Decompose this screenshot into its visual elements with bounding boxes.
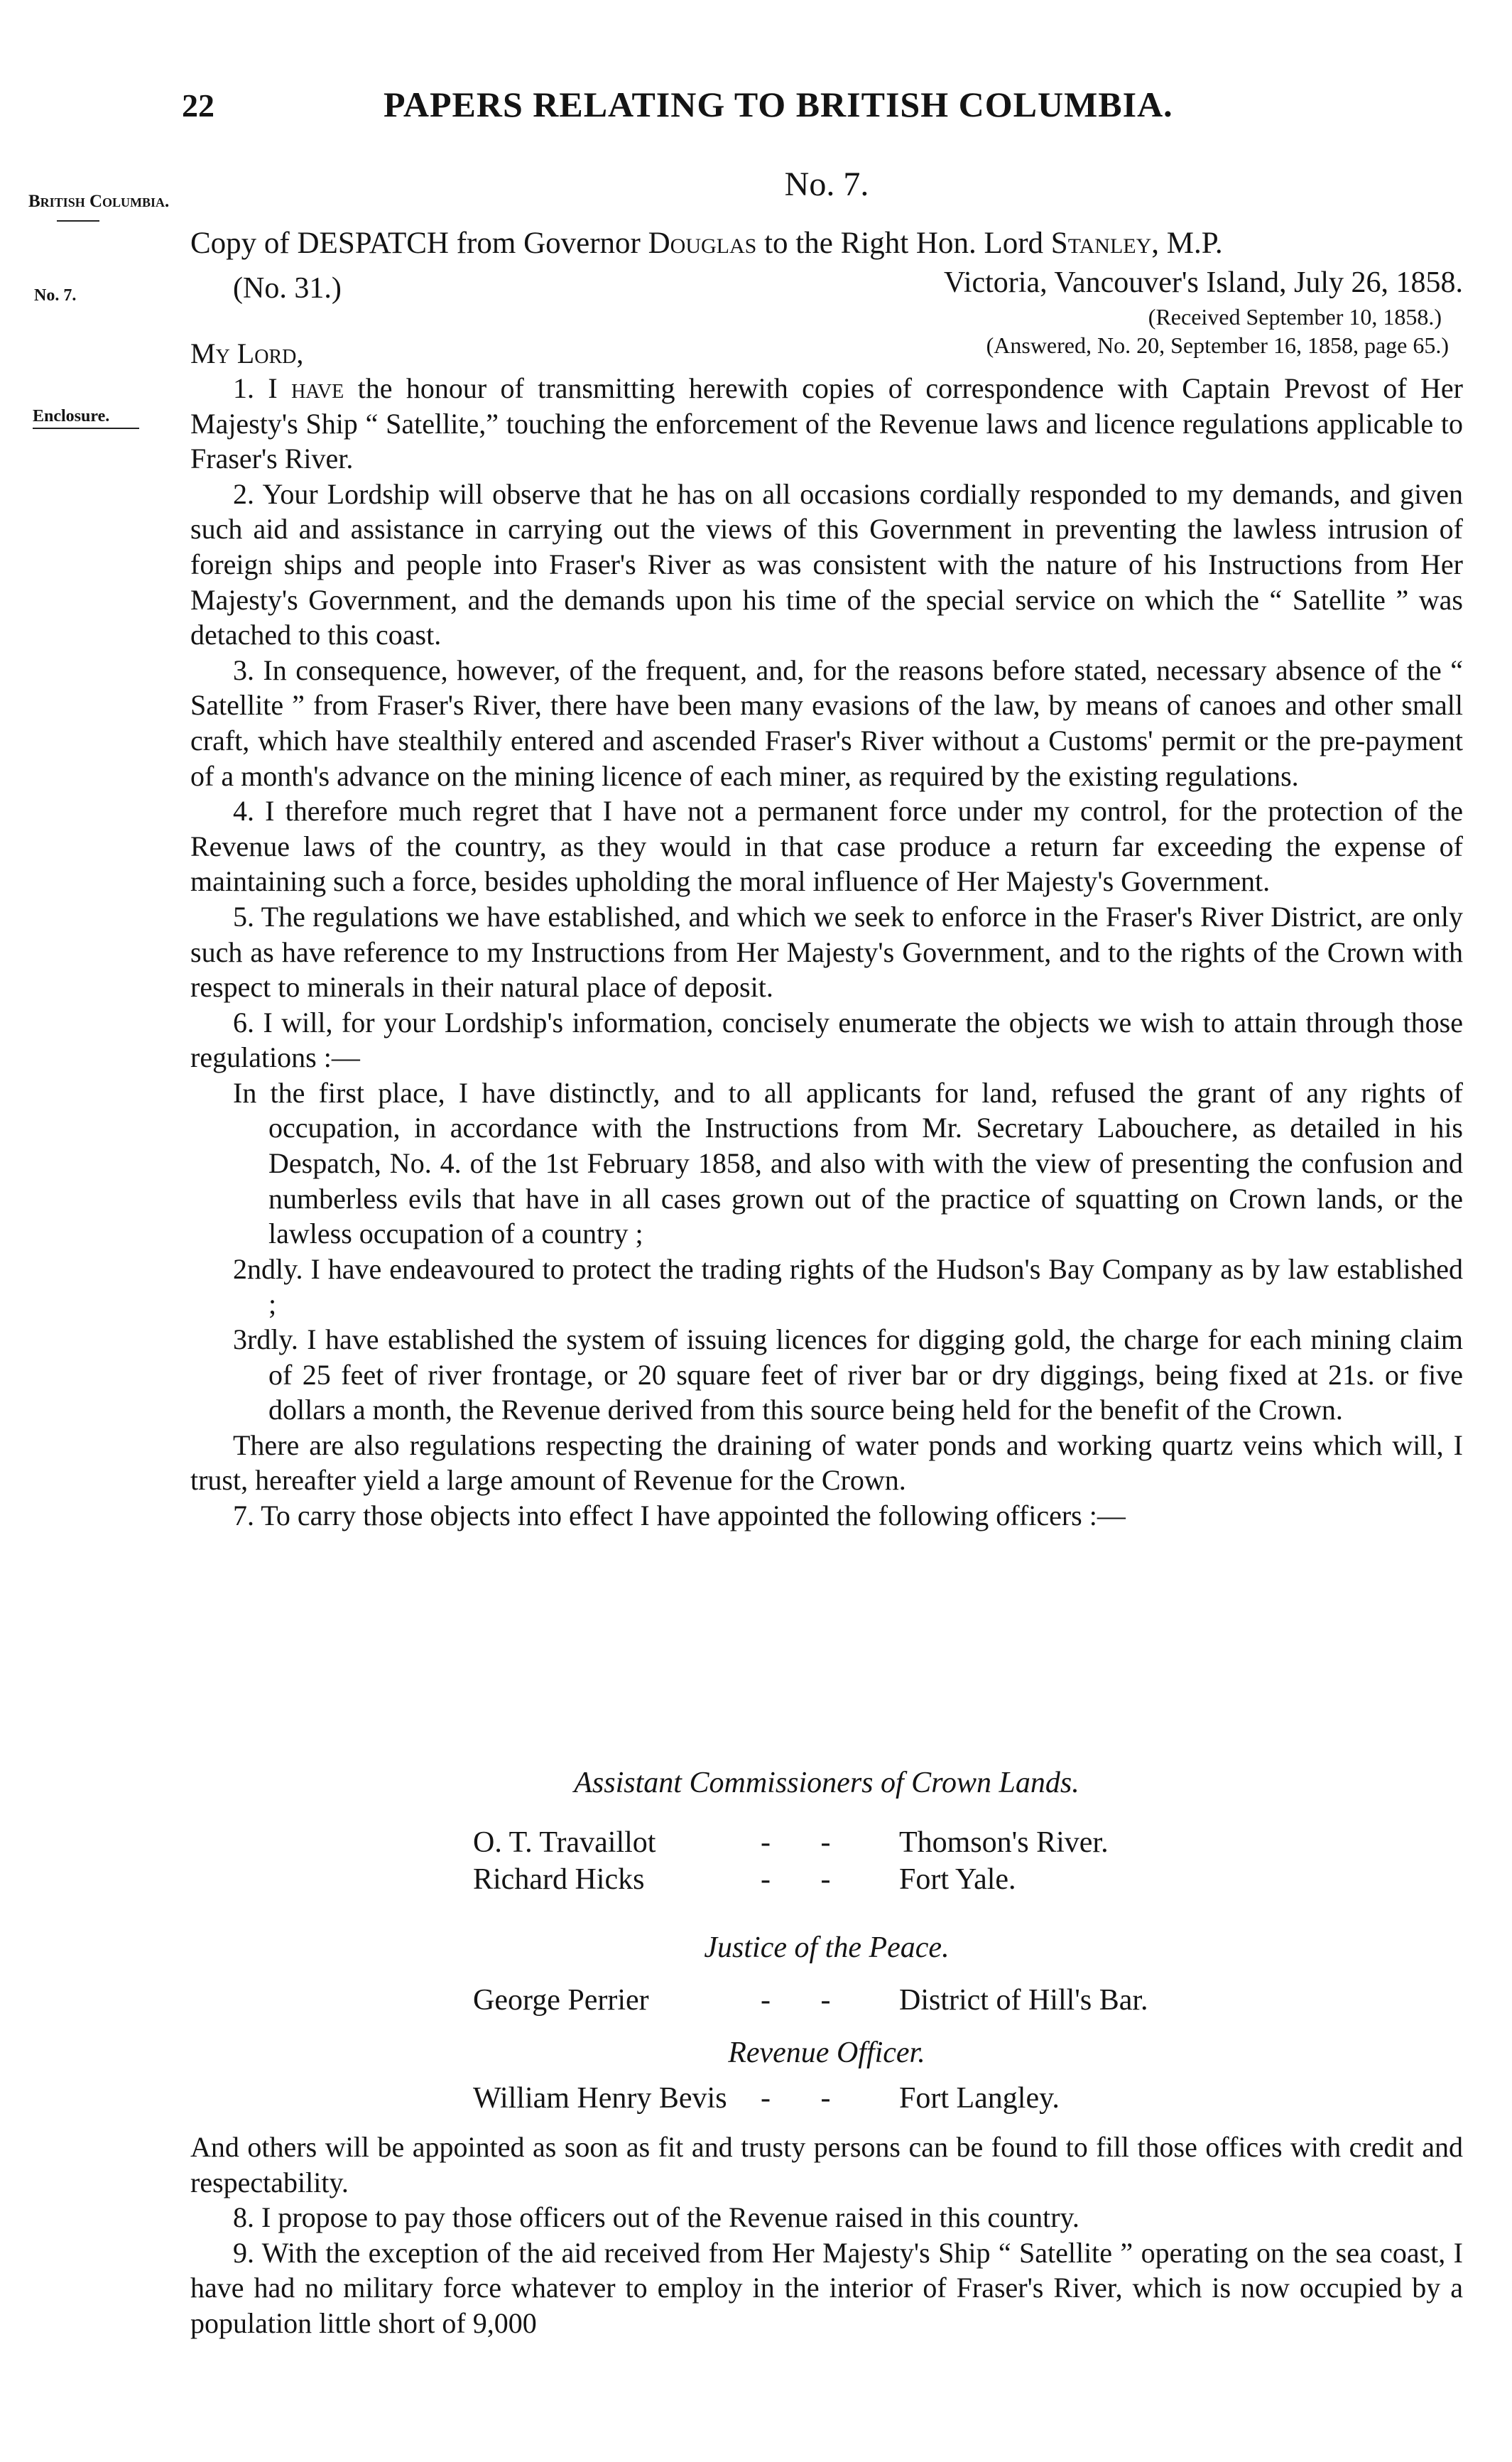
- paragraph-1: [190, 371, 1463, 477]
- paragraph-7: 7. To carry those objects into effect I have appointed the following officers :—: [233, 1500, 1126, 1531]
- title-middle: to the Right Hon. Lord: [756, 227, 1051, 260]
- heading-revenue-officer: Revenue Officer.: [728, 2037, 925, 2069]
- received-note: (Received September 10, 1858.): [1148, 304, 1442, 330]
- place-and-date: Victoria, Vancouver's Island, July 26, 1858.: [944, 266, 1463, 299]
- officer-name: Richard Hicks: [473, 1863, 645, 1896]
- document-number: No. 7.: [784, 166, 869, 203]
- officer-name: George Perrier: [473, 1984, 649, 2017]
- officer-row: [473, 1862, 1254, 1898]
- officer-dash: - -: [761, 2082, 852, 2115]
- margin-note-number: No. 7.: [34, 286, 77, 305]
- paragraph-6a: In the first place, I have distinctly, and to all applicants for land, refused the grant of any rights of occupation, in accordance with the Instructions from Mr. Secretary Labouchere, as detailed in his Despatch, No. 4. of the 1st February 1858, and also with with the view of presenting the confusion and numberless evils that have in all cases grown out of the practice of squatting on Crown lands, or the lawless occupation of a country ;: [233, 1076, 1463, 1250]
- officer-name: William Henry Bevis: [473, 2082, 727, 2115]
- paragraph-5: 5. The regulations we have established, and which we seek to enforce in the Fraser's River District, are only such as have reference to my Instructions from Her Majesty's Government, and to the rights of the Crown with respect to minerals in their natural place of deposit.: [190, 900, 1463, 1004]
- paragraph-6d: There are also regulations respecting the draining of water ponds and working quartz veins which will, I trust, hereafter yield a large amount of Revenue for the Crown.: [190, 1428, 1463, 1497]
- heading-justice-of-peace: Justice of the Peace.: [704, 1931, 950, 1964]
- paragraph-9: 9. With the exception of the aid received from Her Majesty's Ship “ Satellite ” operating on the sea coast, I have had no military force whatever to employ in the interior of Fraser's River, which is now occupied by a population little short of 9,000: [190, 2236, 1463, 2339]
- running-title: PAPERS RELATING TO BRITISH COLUMBIA.: [384, 85, 1173, 124]
- paragraph-4: 4. I therefore much regret that I have not a permanent force under my control, for the protection of the Revenue laws of the country, as they would in that case produce a return far exceeding the expense of maintaining such a force, besides upholding the moral influence of Her Majesty's Government.: [190, 795, 1463, 898]
- paragraph-2: 2. Your Lordship will observe that he has on all occasions cordially responded to my demands, and given such aid and assistance in carrying out the views of this Government in preventing the lawless intrusion of foreign ships and people into Fraser's River as was consistent with the nature of his Instructions from Her Majesty's Government, and the demands upon his time of the special service on which the “ Satellite ” was detached to this coast.: [190, 477, 1463, 651]
- title-suffix: , M.P.: [1151, 227, 1223, 260]
- document-title: [190, 226, 1463, 261]
- paragraph-6b: 2ndly. I have endeavoured to protect the trading rights of the Hudson's Bay Company as by law established ;: [233, 1252, 1463, 1321]
- margin-colony-label: British Columbia.: [28, 192, 170, 211]
- margin-note-enclosure: Enclosure.: [33, 405, 139, 429]
- p1-rest: the honour of transmitting herewith copies of correspondence with Captain Prevost of Her Majesty's Ship “ Satellite,” touching the enforcement of the Revenue laws and licence regulations applicable to Fraser's River.: [190, 372, 1464, 475]
- officer-name: O. T. Travaillot: [473, 1826, 656, 1859]
- paragraph-others: And others will be appointed as soon as fit and trusty persons can be found to fill those offices with credit and respectability.: [190, 2131, 1463, 2198]
- closing-text: [190, 2130, 1463, 2341]
- officer-dash: - -: [761, 1863, 852, 1896]
- officer-row: [473, 2081, 1254, 2117]
- answered-note: (Answered, No. 20, September 16, 1858, page 65.): [986, 332, 1449, 358]
- title-lord: Stanley: [1050, 227, 1152, 260]
- officer-place: Thomson's River.: [899, 1826, 1109, 1859]
- paragraph-8: 8. I propose to pay those officers out of the Revenue raised in this country.: [233, 2201, 1079, 2234]
- officer-place: Fort Yale.: [899, 1863, 1016, 1896]
- officer-place: District of Hill's Bar.: [899, 1984, 1148, 2017]
- margin-note-colony: [28, 190, 170, 227]
- dispatch-number: (No. 31.): [233, 272, 342, 305]
- title-governor: Douglas: [648, 227, 757, 260]
- p1-have: have: [291, 372, 344, 404]
- paragraph-3: 3. In consequence, however, of the frequent, and, for the reasons before stated, necessary absence of the “ Satellite ” from Fraser's River, there have been many evasions of the law, by means of canoes and other small craft, which have stealthily entered and ascended Fraser's River without a Customs' permit or the pre-payment of a month's advance on the mining licence of each miner, as required by the existing regulations.: [190, 654, 1463, 792]
- officer-row: [473, 1983, 1254, 2019]
- p1-prefix: 1. I: [233, 372, 292, 404]
- officer-row: [473, 1826, 1254, 1861]
- salutation: My Lord,: [190, 337, 304, 369]
- title-prefix: Copy of DESPATCH from Governor: [190, 227, 648, 260]
- body-text: [190, 371, 1463, 1534]
- page-number: 22: [182, 87, 214, 124]
- officer-dash: - -: [761, 1826, 852, 1859]
- paragraph-6c: 3rdly. I have established the system of issuing licences for digging gold, the charge for each mining claim of 25 feet of river frontage, or 20 square feet of river bar or dry diggings, being fixed at 21s. or five dollars a month, the Revenue derived from this source being held for the benefit of the Crown.: [233, 1323, 1463, 1426]
- officer-dash: - -: [761, 1984, 852, 2017]
- heading-assistant-commissioners: Assistant Commissioners of Crown Lands.: [574, 1767, 1079, 1799]
- paragraph-6: 6. I will, for your Lordship's information, concisely enumerate the objects we wish to attain through those regulations :—: [190, 1006, 1463, 1074]
- margin-rule: [57, 220, 99, 222]
- officer-place: Fort Langley.: [899, 2082, 1060, 2115]
